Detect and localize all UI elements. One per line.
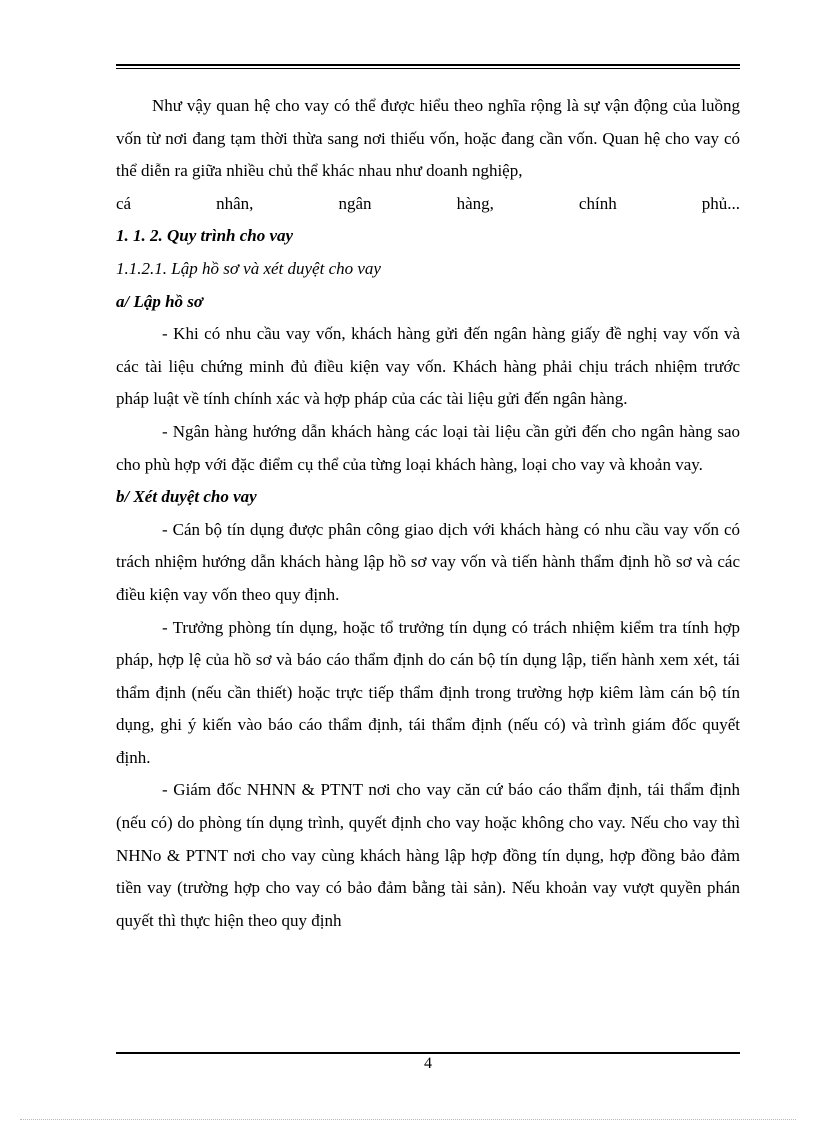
- paragraph-application-docs: - Khi có nhu cầu vay vốn, khách hàng gửi đến ngân hàng giấy đề nghị vay vốn và các tài liệu chứng minh đủ điều kiện vay vốn. Khách hàng phải chịu trách nhiệm trước pháp luật về tính chính xác và hợp pháp của các tài liệu gửi đến ngân hàng.: [116, 324, 740, 409]
- page-bottom-border: [20, 1119, 796, 1120]
- subsection-heading: 1.1.2.1. Lập hồ sơ và xét duyệt cho vay: [116, 258, 381, 278]
- paragraph-bank-guidance: - Ngân hàng hướng dẫn khách hàng các loại tài liệu cần gửi đến cho ngân hàng sao cho phù hợp với đặc điểm cụ thể của từng loại khách hàng, loại cho vay và khoản vay.: [116, 421, 740, 474]
- paragraph-intro-continued: cá nhân, ngân hàng, chính phủ...: [116, 193, 740, 213]
- subheading-xet-duyet: b/ Xét duyệt cho vay: [116, 487, 257, 507]
- page-number: 4: [424, 1055, 432, 1072]
- footer-rule: [116, 1052, 740, 1054]
- page-content: [116, 90, 740, 937]
- header-rule-bottom: [116, 68, 740, 69]
- paragraph-credit-head: - Trưởng phòng tín dụng, hoặc tổ trưởng tín dụng có trách nhiệm kiểm tra tính hợp pháp, hợp lệ của hồ sơ và báo cáo thẩm định do cán bộ tín dụng lập, tiến hành xem xét, tái thẩm định (nếu cần thiết) hoặc trực tiếp thẩm định trong trường hợp kiêm làm cán bộ tín dụng, ghi ý kiến vào báo cáo thẩm định, tái thẩm định (nếu có) và trình giám đốc quyết định.: [116, 617, 740, 767]
- paragraph-intro: Như vậy quan hệ cho vay có thể được hiểu theo nghĩa rộng là sự vận động của luồng vốn từ nơi đang tạm thời thừa sang nơi thiếu vốn, hoặc đang cần vốn. Quan hệ cho vay có thể diễn ra giữa nhiều chủ thể khác nhau như doanh nghiệp,: [116, 96, 740, 181]
- subheading-lap-ho-so: a/ Lập hồ sơ: [116, 291, 204, 311]
- section-heading: 1. 1. 2. Quy trình cho vay: [116, 226, 294, 246]
- paragraph-director-decision: - Giám đốc NHNN & PTNT nơi cho vay căn cứ báo cáo thẩm định, tái thẩm định (nếu có) do phòng tín dụng trình, quyết định cho vay hoặc không cho vay. Nếu cho vay thì NHNo & PTNT nơi cho vay cùng khách hàng lập hợp đồng tín dụng, hợp đồng bảo đảm tiền vay (trường hợp cho vay có bảo đảm bằng tài sản). Nếu khoản vay vượt quyền phán quyết thì thực hiện theo quy định: [116, 780, 740, 930]
- paragraph-credit-officer: - Cán bộ tín dụng được phân công giao dịch với khách hàng có nhu cầu vay vốn có trách nhiệm hướng dẫn khách hàng lập hồ sơ vay vốn và tiến hành thẩm định hồ sơ và các điều kiện vay vốn theo quy định.: [116, 519, 740, 604]
- header-rule-top: [116, 64, 740, 66]
